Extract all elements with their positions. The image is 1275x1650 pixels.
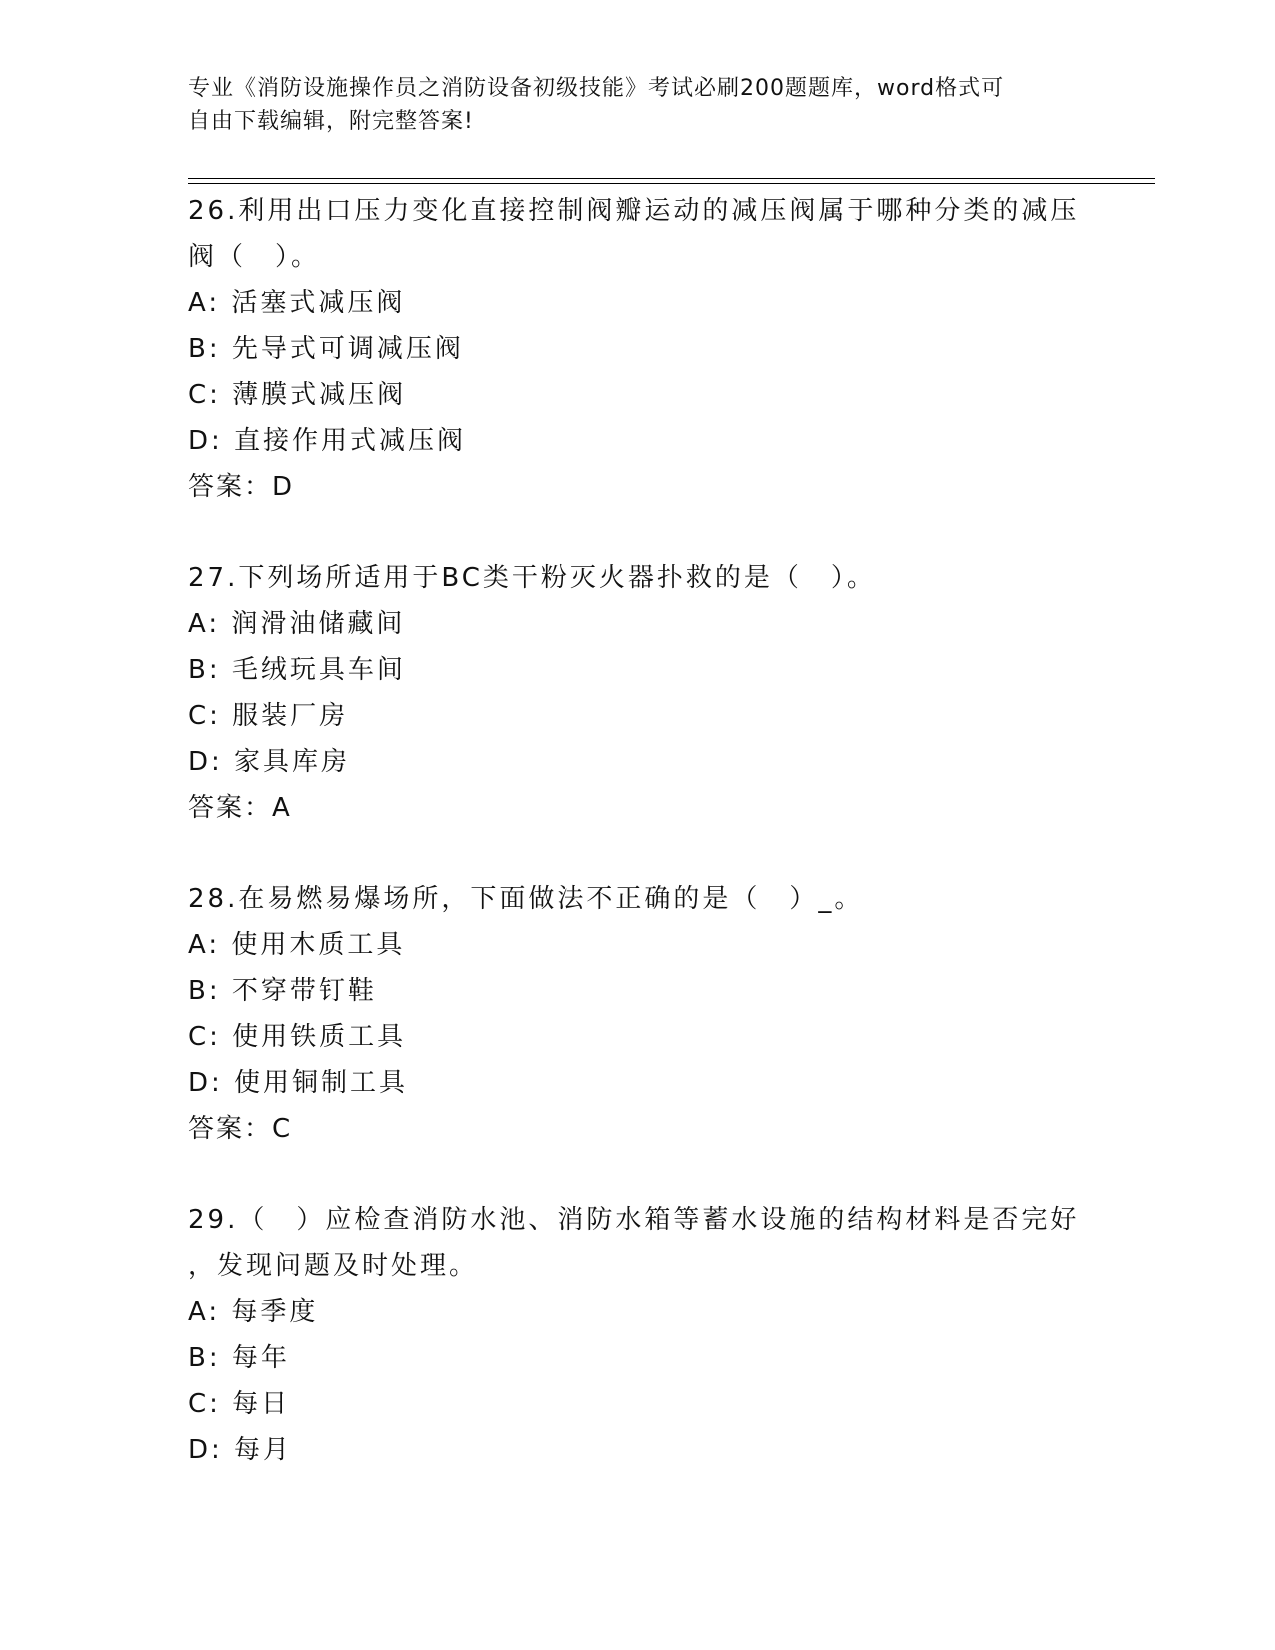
answer-line: 答案：A <box>188 793 292 823</box>
answer-line: 答案：C <box>188 1114 293 1144</box>
question-29 <box>188 1197 1088 1473</box>
question-stem-line: ，发现问题及时处理。 <box>188 1251 479 1281</box>
option-c: C: 薄膜式减压阀 <box>188 380 407 410</box>
option-c: C: 每日 <box>188 1389 291 1419</box>
option-b: B: 先导式可调减压阀 <box>188 334 464 364</box>
question-stem-line: 28.在易燃易爆场所，下面做法不正确的是（ ）_。 <box>188 884 864 914</box>
option-c: C: 服装厂房 <box>188 701 349 731</box>
option-a: A: 使用木质工具 <box>188 930 406 960</box>
option-d: D: 使用铜制工具 <box>188 1068 409 1098</box>
question-stem-line: 29.（ ）应检查消防水池、消防水箱等蓄水设施的结构材料是否完好 <box>188 1205 1080 1235</box>
option-c: C: 使用铁质工具 <box>188 1022 407 1052</box>
question-list <box>188 188 1088 1518</box>
question-28 <box>188 876 1088 1152</box>
option-d: D: 家具库房 <box>188 747 351 777</box>
option-d: D: 直接作用式减压阀 <box>188 426 467 456</box>
option-d: D: 每月 <box>188 1435 293 1465</box>
question-stem-line: 26.利用出口压力变化直接控制阀瓣运动的减压阀属于哪种分类的减压 <box>188 196 1080 226</box>
option-b: B: 不穿带钉鞋 <box>188 976 377 1006</box>
question-stem <box>188 188 1088 280</box>
option-a: A: 每季度 <box>188 1297 319 1327</box>
header-line-1: 专业《消防设施操作员之消防设备初级技能》考试必刷200题题库，word格式可 <box>188 76 1005 101</box>
question-stem-line: 阀（ ）。 <box>188 242 321 272</box>
question-26 <box>188 188 1088 510</box>
question-stem <box>188 555 1088 601</box>
question-stem <box>188 1197 1088 1289</box>
question-stem <box>188 876 1088 922</box>
header-rule-bottom <box>188 183 1155 184</box>
answer-line: 答案：D <box>188 472 295 502</box>
option-a: A: 润滑油储藏间 <box>188 609 406 639</box>
header-rule-top <box>188 178 1155 179</box>
option-b: B: 毛绒玩具车间 <box>188 655 406 685</box>
question-27 <box>188 555 1088 831</box>
header-line-2: 自由下载编辑，附完整答案! <box>188 109 474 134</box>
document-header <box>188 72 1088 138</box>
option-a: A: 活塞式减压阀 <box>188 288 406 318</box>
option-b: B: 每年 <box>188 1343 290 1373</box>
question-stem-line: 27.下列场所适用于BC类干粉灭火器扑救的是（ ）。 <box>188 563 876 593</box>
